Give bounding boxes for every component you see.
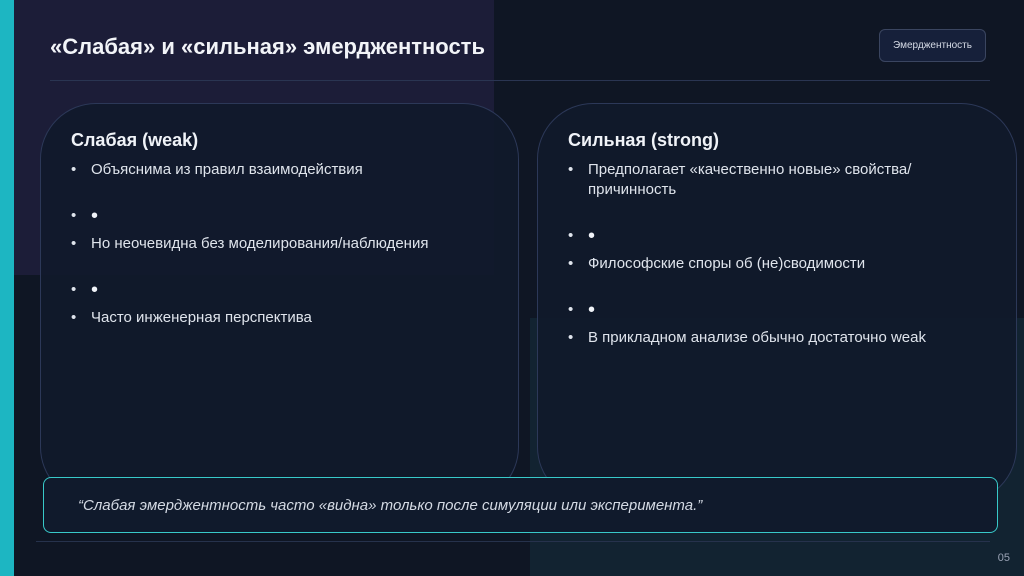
empty-bullet-item <box>71 280 498 300</box>
quote-text: “Слабая эмерджентность часто «видна» только после симуляции или эксперимента.” <box>78 496 703 514</box>
quote-callout <box>43 477 998 533</box>
empty-bullet-item <box>568 300 996 320</box>
bullet-icon: • <box>71 161 77 178</box>
weak-emergence-card <box>40 103 519 503</box>
bullet-icon: • <box>71 235 77 252</box>
bullet-item <box>568 254 996 274</box>
page-number: 05 <box>997 552 1010 564</box>
bullet-dot-icon: • <box>588 299 596 321</box>
bullet-icon: • <box>568 227 574 244</box>
bullet-item <box>71 160 498 180</box>
bullet-icon: • <box>568 255 574 272</box>
empty-bullet-item <box>568 226 996 246</box>
footer-divider <box>36 541 990 542</box>
bullet-item <box>568 328 996 348</box>
bullet-icon: • <box>568 329 574 346</box>
bullet-text: Часто инженерная перспектива <box>91 309 312 326</box>
bullet-item <box>71 234 498 254</box>
bullet-icon: • <box>71 309 77 326</box>
bullet-text: Предполагает «качественно новые» свойства/причинность <box>588 161 912 198</box>
bullet-list <box>71 160 498 328</box>
slide-title: «Слабая» и «сильная» эмерджентность <box>50 34 485 59</box>
accent-bar <box>0 0 14 576</box>
bullet-text: Философские споры об (не)сводимости <box>588 255 866 272</box>
empty-bullet-item <box>71 206 498 226</box>
bullet-text: Объяснима из правил взаимодействия <box>91 161 363 178</box>
bullet-icon: • <box>568 301 574 318</box>
bullet-text: В прикладном анализе обычно достаточно weak <box>588 329 926 346</box>
bullet-dot-icon: • <box>91 205 99 227</box>
card-heading: Слабая (weak) <box>71 130 199 150</box>
bullet-dot-icon: • <box>588 225 596 247</box>
bullet-dot-icon: • <box>91 279 99 301</box>
strong-emergence-card <box>537 103 1017 503</box>
bullet-text: Но неочевидна без моделирования/наблюдения <box>91 235 429 252</box>
topic-tag-button[interactable]: Эмерджентность <box>879 29 986 62</box>
bullet-list <box>568 160 996 348</box>
bullet-icon: • <box>71 281 77 298</box>
bullet-icon: • <box>71 207 77 224</box>
header-divider <box>50 80 990 81</box>
bullet-icon: • <box>568 161 574 178</box>
bullet-item <box>568 160 996 200</box>
card-heading: Сильная (strong) <box>568 130 719 150</box>
bullet-item <box>71 308 498 328</box>
